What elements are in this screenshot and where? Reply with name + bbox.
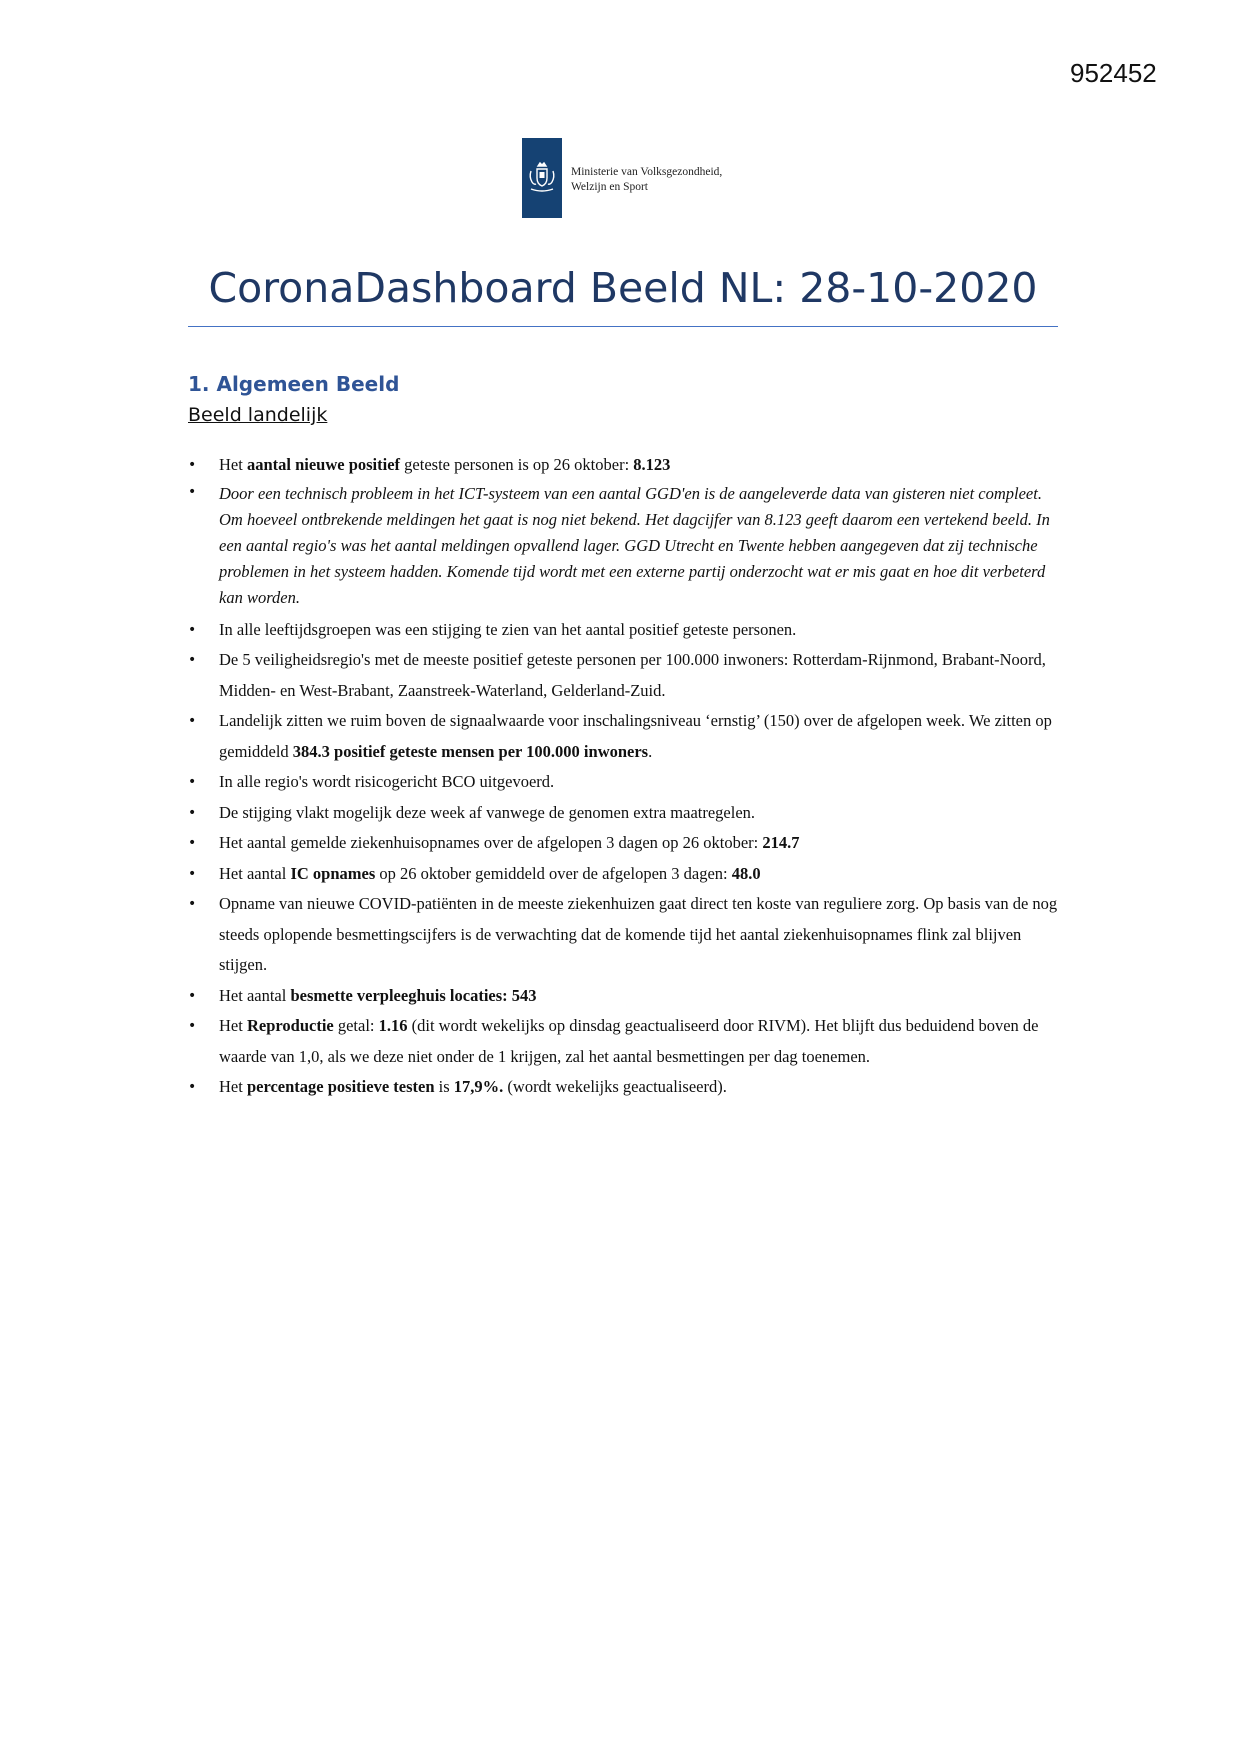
bullet-item xyxy=(188,645,1068,706)
ministry-logo xyxy=(522,138,722,218)
section-heading: 1. Algemeen Beeld xyxy=(188,372,400,396)
bullet-text-run: Het aantal xyxy=(219,985,291,1005)
bullet-text-run: De stijging vlakt mogelijk deze week af vanwege de genomen extra maatregelen. xyxy=(219,802,756,822)
document-id: 952452 xyxy=(1070,58,1157,88)
bullet-text-run: (dit wordt wekelijks op dinsdag geactualiseerd door RIVM). Het blijft dus beduidend boven de waarde van 1,0, als we deze niet onder de 1 krijgen, zal het aantal besmettingen per dag toenemen. xyxy=(219,1016,1039,1066)
bullet-item xyxy=(188,706,1068,767)
bullet-item xyxy=(188,798,1068,829)
bullet-text-run: In alle regio's wordt risicogericht BCO uitgevoerd. xyxy=(219,772,555,791)
page-title: CoronaDashboard Beeld NL: 28-10-2020 xyxy=(208,264,1038,312)
bullet-text-run: aantal nieuwe positief xyxy=(246,455,401,474)
bullet-text-run: (wordt wekelijks geactualiseerd). xyxy=(503,1077,727,1096)
bullet-text-run: Het xyxy=(219,455,247,474)
bullet-text-run: Het aantal xyxy=(219,863,291,883)
bullet-text-run: 214.7 xyxy=(762,833,800,852)
bullet-text-run: is xyxy=(434,1077,454,1096)
bullet-text-run: Het aantal gemelde ziekenhuisopnames over de afgelopen 3 dagen op 26 oktober: xyxy=(219,833,763,852)
bullet-text-run: Opname van nieuwe COVID-patiënten in de meeste ziekenhuizen gaat direct ten koste van reguliere zorg. Op basis van de nog steeds oplopende besmettingscijfers is de verwachting dat de komende tijd het aantal ziekenhuisopnames flink zal blijven stijgen. xyxy=(219,894,1058,974)
logo-line-1: Ministerie van Volksgezondheid, xyxy=(571,166,723,178)
bullet-item xyxy=(188,450,1068,481)
bullet-text-run: geteste personen is op 26 oktober: xyxy=(400,455,634,474)
bullet-text-run: Het xyxy=(219,1016,247,1035)
bullet-text-run: 8.123 xyxy=(633,455,671,474)
logo-emblem xyxy=(522,138,562,218)
bullet-text-run: Reproductie xyxy=(246,1016,334,1035)
bullet-item xyxy=(188,615,1068,646)
bullet-list xyxy=(188,450,1068,1103)
bullet-item xyxy=(188,859,1068,890)
bullet-text-run: percentage positieve testen xyxy=(246,1077,435,1096)
bullet-text-run: 384.3 positief geteste mensen per 100.000 inwoners xyxy=(292,741,649,761)
bullet-text-run: Het xyxy=(219,1077,247,1096)
logo-line-2: Welzijn en Sport xyxy=(571,181,649,193)
bullet-item xyxy=(188,1072,1068,1103)
bullet-text-run: 17,9%. xyxy=(453,1077,504,1096)
bullet-item xyxy=(188,1011,1068,1072)
bullet-item xyxy=(188,481,1068,611)
bullet-text-run: Door een technisch probleem in het ICT-systeem van een aantal GGD'en is de aangeleverde data van gisteren niet compleet. Om hoeveel ontbrekende meldingen het gaat is nog niet bekend. Het dagcijfer van 8.123 geeft daarom een vertekend beeld. In een aantal regio's was het aantal meldingen opvallend lager. GGD Utrecht en Twente hebben aangegeven dat zij technische problemen in het systeem hadden. Komende tijd wordt met een externe partij onderzocht wat er mis gaat en hoe dit verbeterd kan worden. xyxy=(219,483,1050,607)
bullet-text-run: De 5 veiligheidsregio's met de meeste positief geteste personen per 100.000 inwoners: Rotterdam-Rijnmond, Brabant-Noord, Midden- en West-Brabant, Zaanstreek-Waterland, Gelderland-Zuid. xyxy=(219,650,1046,700)
bullet-item xyxy=(188,889,1068,981)
bullet-text-run: IC opnames xyxy=(290,863,376,883)
bullet-text-run: op 26 oktober gemiddeld over de afgelopen 3 dagen: xyxy=(375,863,732,883)
bullet-text-run: In alle leeftijdsgroepen was een stijging te zien van het aantal positief geteste personen. xyxy=(219,619,797,639)
logo-text xyxy=(571,161,722,195)
bullet-text-run: getal: xyxy=(333,1016,379,1035)
bullet-text-run: Landelijk zitten we ruim boven de signaalwaarde voor inschalingsniveau ‘ernstig’ (150) over de afgelopen week. We zitten op gemiddeld xyxy=(219,711,1052,761)
bullet-text-run: 1.16 xyxy=(378,1016,408,1035)
bullet-item xyxy=(188,981,1068,1012)
subheading: Beeld landelijk xyxy=(188,404,328,426)
bullet-text-run: besmette verpleeghuis locaties: 543 xyxy=(290,985,537,1005)
bullet-item xyxy=(188,828,1068,859)
bullet-text-run: . xyxy=(648,741,653,761)
title-divider xyxy=(188,326,1058,327)
bullet-item xyxy=(188,767,1068,798)
bullet-text-run: 48.0 xyxy=(731,863,761,883)
coat-of-arms-icon xyxy=(527,161,557,195)
